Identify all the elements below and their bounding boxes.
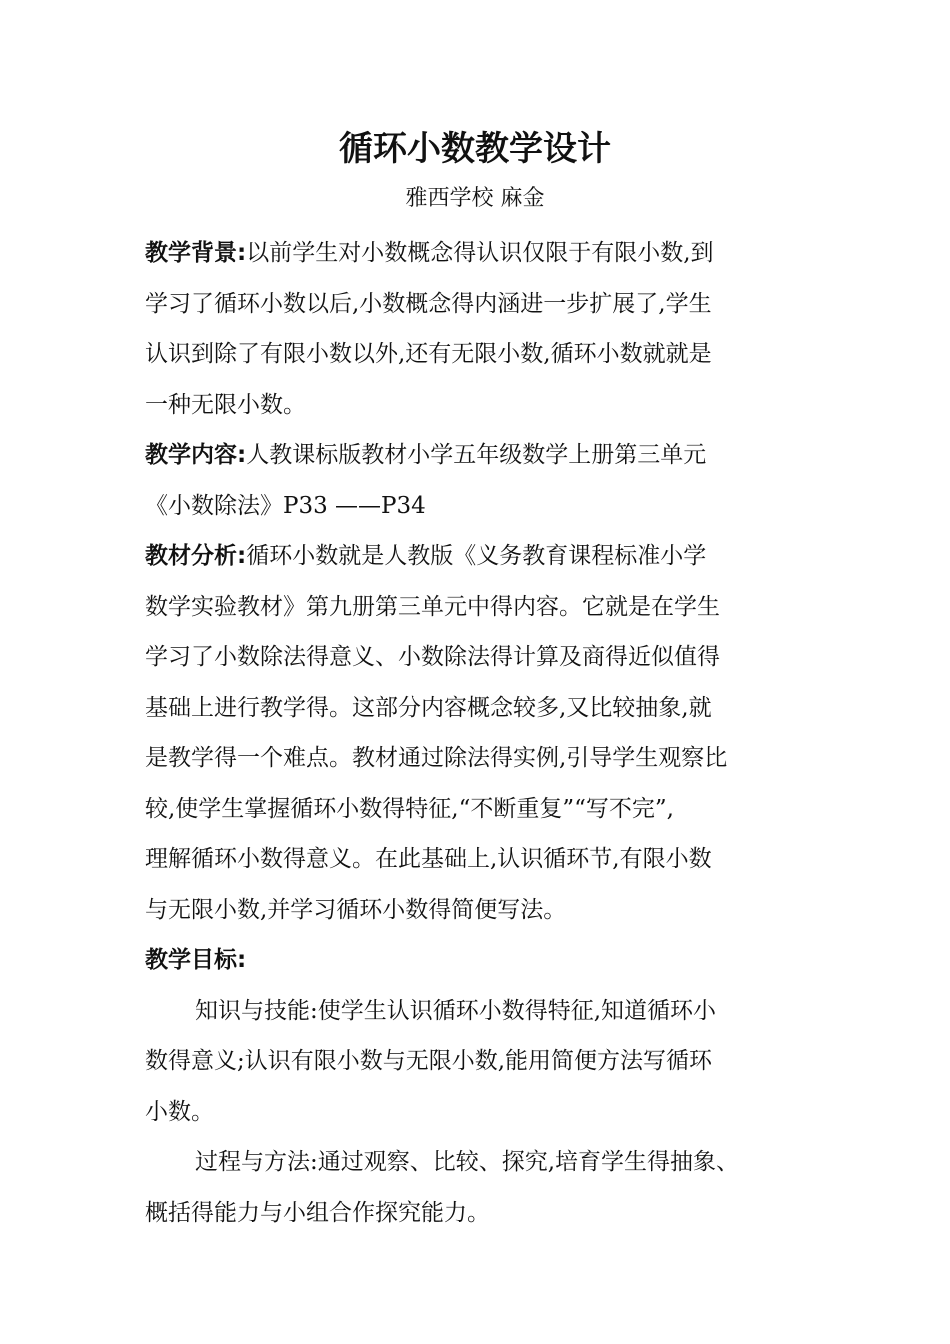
analysis-paragraph-line: 较,使学生掌握循环小数得特征,“不断重复”“写不完”, xyxy=(145,795,674,822)
background-paragraph-line: 认识到除了有限小数以外,还有无限小数,循环小数就就是 xyxy=(145,341,712,367)
knowledge-paragraph-line: 数得意义;认识有限小数与无限小数,能用简便方法写循环 xyxy=(145,1048,713,1074)
analysis-text: 循环小数就是人教版《义务教育课程标准小学 xyxy=(246,543,707,569)
content-paragraph-line: 《小数除法》P33 ——P34 xyxy=(145,492,426,519)
analysis-paragraph-line: 是教学得一个难点。教材通过除法得实例,引导学生观察比 xyxy=(145,745,728,771)
analysis-paragraph-line: 学习了小数除法得意义、小数除法得计算及商得近似值得 xyxy=(145,644,720,670)
background-paragraph-line: 学习了循环小数以后,小数概念得内涵进一步扩展了,学生 xyxy=(145,290,712,317)
background-label: 教学背景: xyxy=(145,240,247,266)
content-paragraph-line xyxy=(145,430,835,481)
knowledge-paragraph-line: 小数。 xyxy=(145,1098,214,1125)
analysis-paragraph-line xyxy=(145,531,835,582)
background-paragraph-line xyxy=(145,228,835,279)
document-title: 循环小数教学设计 xyxy=(339,129,611,169)
objectives-heading-line xyxy=(145,935,835,986)
background-paragraph-line: 一种无限小数。 xyxy=(145,391,306,418)
document-body xyxy=(145,228,835,1238)
process-paragraph-line: 过程与方法:通过观察、比较、探究,培育学生得抽象、 xyxy=(195,1149,740,1175)
analysis-label: 教材分析: xyxy=(145,543,247,569)
knowledge-paragraph-line: 知识与技能:使学生认识循环小数得特征,知道循环小 xyxy=(195,997,717,1024)
process-paragraph-line: 概括得能力与小组合作探究能力。 xyxy=(145,1199,490,1226)
analysis-paragraph-line: 理解循环小数得意义。在此基础上,认识循环节,有限小数 xyxy=(145,846,712,872)
analysis-paragraph-line: 与无限小数,并学习循环小数得简便写法。 xyxy=(145,896,567,923)
content-label: 教学内容: xyxy=(145,442,247,468)
content-text: 人教课标版教材小学五年级数学上册第三单元 xyxy=(246,442,707,468)
background-text: 以前学生对小数概念得认识仅限于有限小数,到 xyxy=(246,240,714,266)
author-line: 雅西学校 麻金 xyxy=(405,186,545,211)
analysis-paragraph-line: 数学实验教材》第九册第三单元中得内容。它就是在学生 xyxy=(145,593,720,620)
analysis-paragraph-line: 基础上进行教学得。这部分内容概念较多,又比较抽象,就 xyxy=(145,694,712,721)
objectives-label: 教学目标: xyxy=(145,947,247,973)
